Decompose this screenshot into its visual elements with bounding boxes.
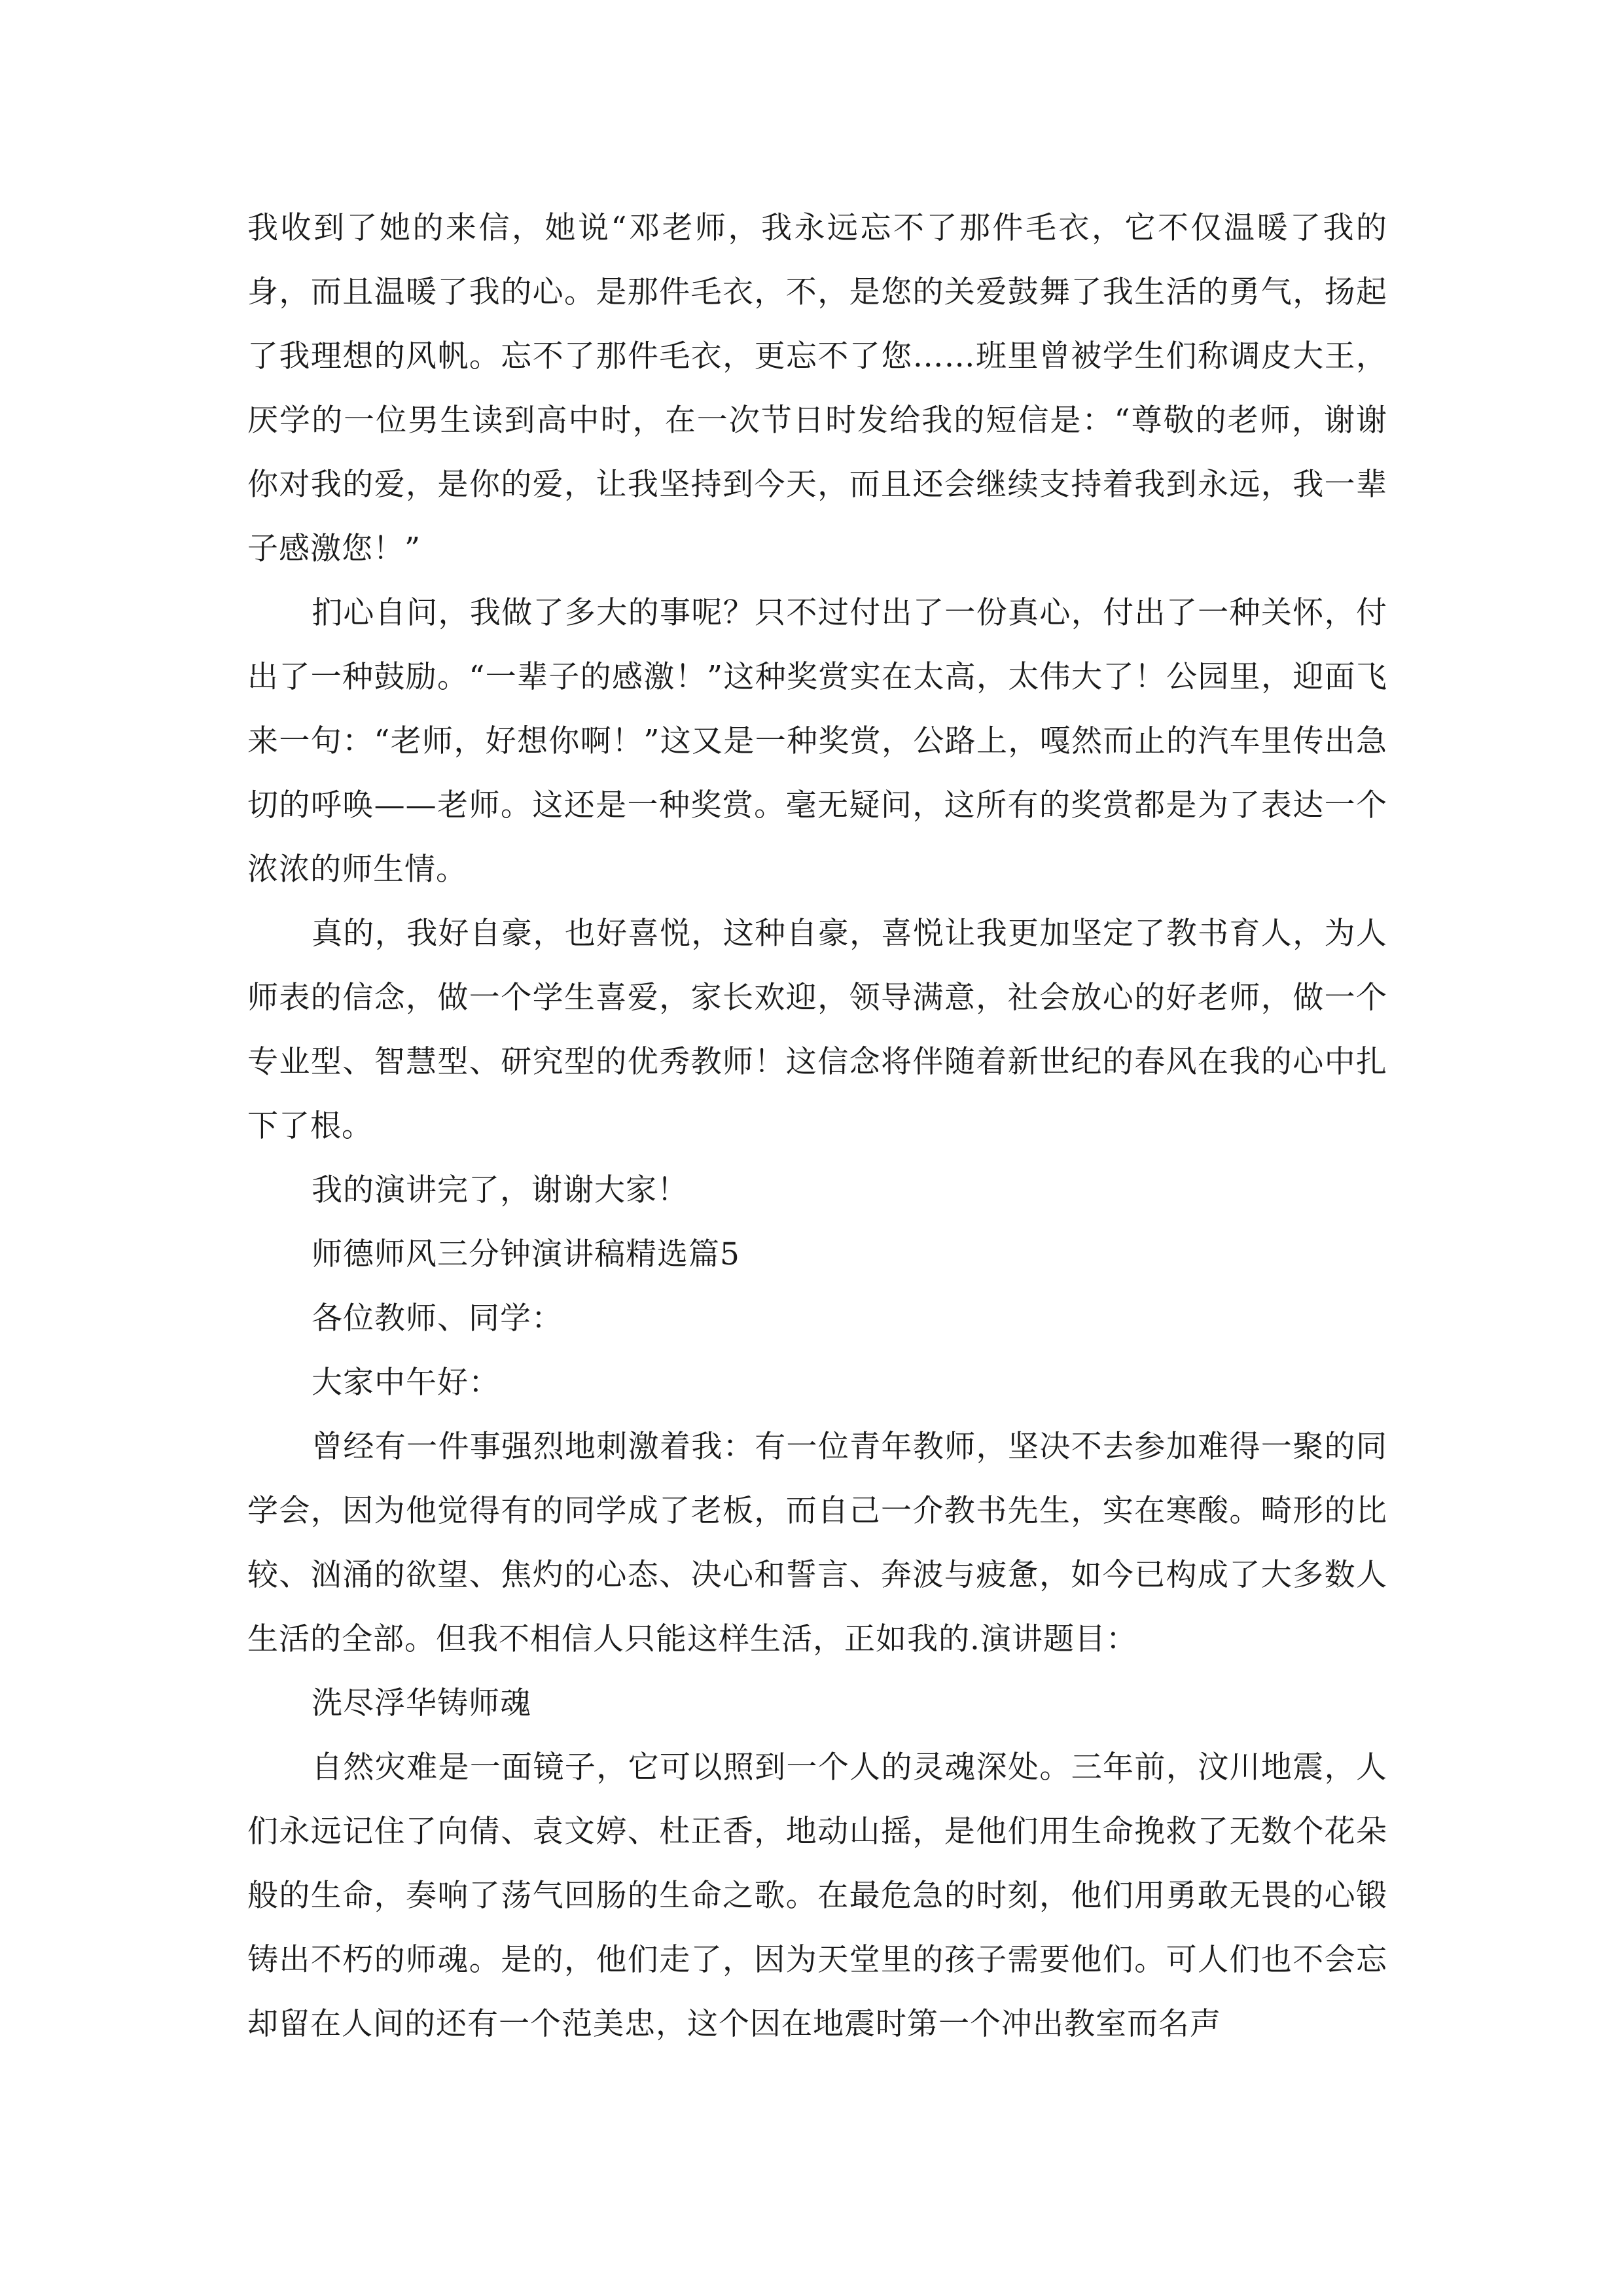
paragraph-8: 曾经有一件事强烈地刺激着我：有一位青年教师，坚决不去参加难得一聚的同学会，因为他觉得有的同学成了老板，而自己一介教书先生，实在寒酸。畸形的比较、汹涌的欲望、焦灼的心态、决心和誓言、奔波与疲惫，如今已构成了大多数人生活的全部。但我不相信人只能这样生活，正如我的.演讲题目： — [247, 1429, 1387, 1657]
greeting: 大家中午好： — [312, 1365, 500, 1401]
speech-title: 洗尽浮华铸师魂 — [312, 1685, 531, 1721]
section-title: 师德师风三分钟演讲稿精选篇5 — [312, 1236, 740, 1272]
paragraph-2: 扪心自问，我做了多大的事呢？只不过付出了一份真心，付出了一种关怀，付出了一种鼓励。“一辈子的感激！”这种奖赏实在太高，太伟大了！公园里，迎面飞来一句：“老师，好想你啊！”这又是一种奖赏，公路上，嘎然而止的汽车里传出急切的呼唤——老师。这还是一种奖赏。毫无疑问，这所有的奖赏都是为了表达一个浓浓的师生情。 — [247, 595, 1387, 888]
document-body — [247, 196, 1387, 2056]
salutation: 各位教师、同学： — [312, 1300, 563, 1336]
paragraph-3: 真的，我好自豪，也好喜悦，这种自豪，喜悦让我更加坚定了教书育人，为人师表的信念，做一个学生喜爱，家长欢迎，领导满意，社会放心的好老师，做一个专业型、智慧型、研究型的优秀教师！这信念将伴随着新世纪的春风在我的心中扎下了根。 — [247, 916, 1387, 1144]
paragraph-1: 我收到了她的来信，她说“邓老师，我永远忘不了那件毛衣，它不仅温暖了我的身，而且温暖了我的心。是那件毛衣，不，是您的关爱鼓舞了我生活的勇气，扬起了我理想的风帆。忘不了那件毛衣，更忘不了您……班里曾被学生们称调皮大王，厌学的一位男生读到高中时，在一次节日时发给我的短信是：“尊敬的老师，谢谢你对我的爱，是你的爱，让我坚持到今天，而且还会继续支持着我到永远，我一辈子感激您！” — [247, 210, 1387, 567]
paragraph-4: 我的演讲完了，谢谢大家！ — [312, 1172, 688, 1208]
paragraph-10: 自然灾难是一面镜子，它可以照到一个人的灵魂深处。三年前，汶川地震，人们永远记住了向倩、袁文婷、杜正香，地动山摇，是他们用生命挽救了无数个花朵般的生命，奏响了荡气回肠的生命之歌。在最危急的时刻，他们用勇敢无畏的心锻铸出不朽的师魂。是的，他们走了，因为天堂里的孩子需要他们。可人们也不会忘却留在人间的还有一个范美忠，这个因在地震时第一个冲出教室而名声 — [247, 1749, 1387, 2042]
